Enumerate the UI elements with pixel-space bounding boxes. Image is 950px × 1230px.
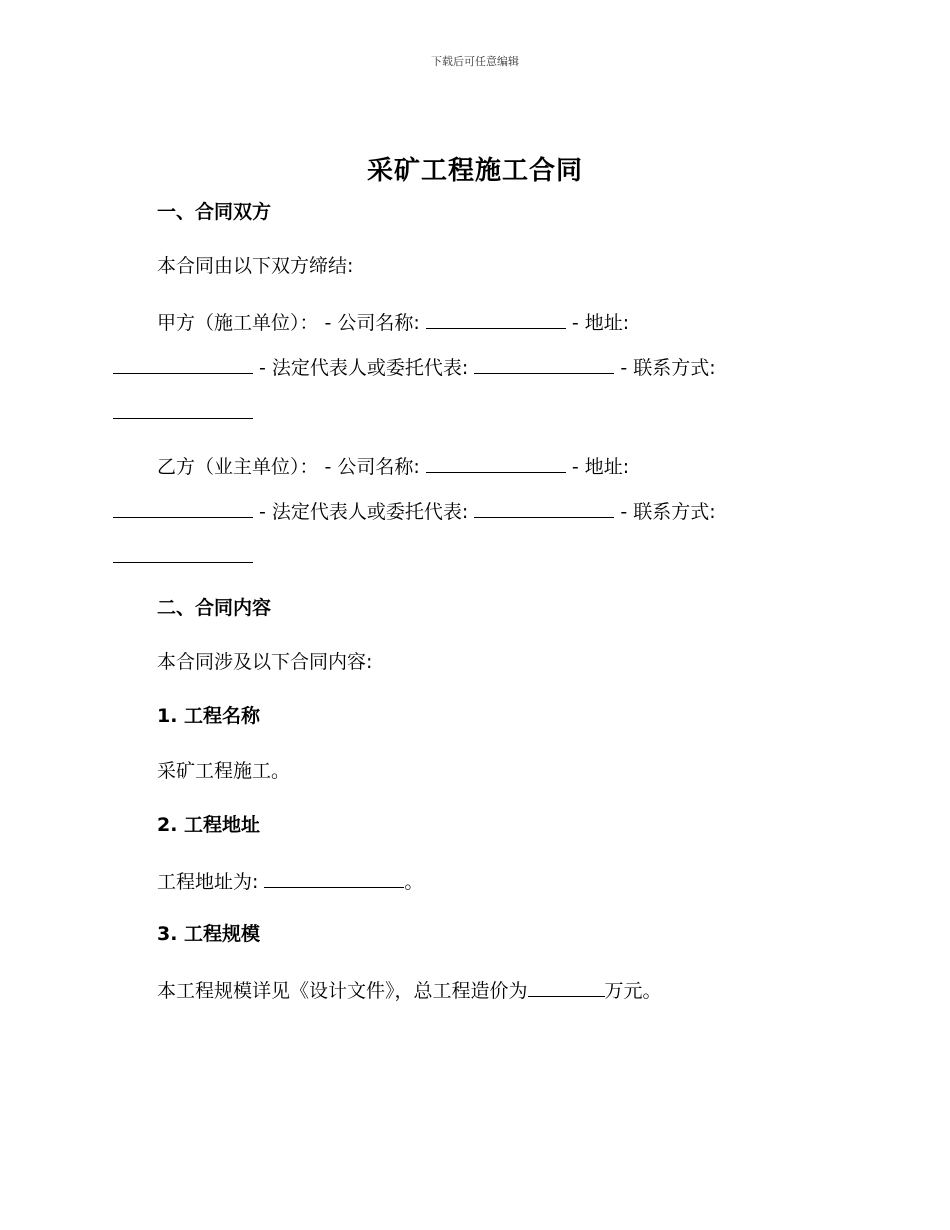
project-address-blank[interactable] xyxy=(264,870,404,888)
section1-heading: 一、合同双方 xyxy=(157,201,272,223)
item3-line xyxy=(157,979,662,1001)
party-a-company-label: - 公司名称: xyxy=(324,312,420,334)
party-a-contact-blank[interactable] xyxy=(113,401,253,419)
party-b-address-label: - 地址: xyxy=(571,456,630,478)
section2-intro: 本合同涉及以下合同内容: xyxy=(157,651,373,673)
party-b-label: 乙方（业主单位）： xyxy=(157,456,319,478)
party-b-contact-label: - 联系方式: xyxy=(620,501,716,523)
item2-heading: 2. 工程地址 xyxy=(157,814,261,836)
party-a-line1 xyxy=(157,311,629,333)
item2-prefix: 工程地址为: xyxy=(157,871,259,893)
party-b-company-blank[interactable] xyxy=(426,455,566,473)
party-b-representative-label: - 法定代表人或委托代表: xyxy=(259,501,469,523)
party-a-representative-blank[interactable] xyxy=(474,356,614,374)
total-cost-blank[interactable] xyxy=(528,979,605,997)
party-a-line2 xyxy=(113,356,716,378)
party-b-representative-blank[interactable] xyxy=(474,500,614,518)
item1-heading: 1. 工程名称 xyxy=(157,705,261,727)
party-a-company-blank[interactable] xyxy=(426,311,566,329)
party-a-address-blank[interactable] xyxy=(113,356,253,374)
item3-suffix: 万元。 xyxy=(604,980,662,1002)
item2-suffix: 。 xyxy=(404,871,424,893)
party-a-representative-label: - 法定代表人或委托代表: xyxy=(259,357,469,379)
party-a-address-label: - 地址: xyxy=(571,312,630,334)
party-b-line2 xyxy=(113,500,716,522)
item3-prefix: 本工程规模详见《设计文件》，总工程造价为 xyxy=(157,980,528,1002)
party-b-line1 xyxy=(157,455,629,477)
item3-heading: 3. 工程规模 xyxy=(157,923,261,945)
document-title: 采矿工程施工合同 xyxy=(366,156,583,186)
party-b-company-label: - 公司名称: xyxy=(324,456,420,478)
item2-line xyxy=(157,870,423,892)
item1-text: 采矿工程施工。 xyxy=(157,760,291,782)
party-a-contact-label: - 联系方式: xyxy=(620,357,716,379)
party-a-line3 xyxy=(113,401,253,423)
section1-intro: 本合同由以下双方缔结: xyxy=(157,255,354,277)
page-header-note: 下载后可任意编辑 xyxy=(431,55,519,68)
party-b-line3 xyxy=(113,545,253,567)
section2-heading: 二、合同内容 xyxy=(157,597,272,619)
party-a-label: 甲方（施工单位）： xyxy=(157,312,319,334)
party-b-contact-blank[interactable] xyxy=(113,545,253,563)
party-b-address-blank[interactable] xyxy=(113,500,253,518)
